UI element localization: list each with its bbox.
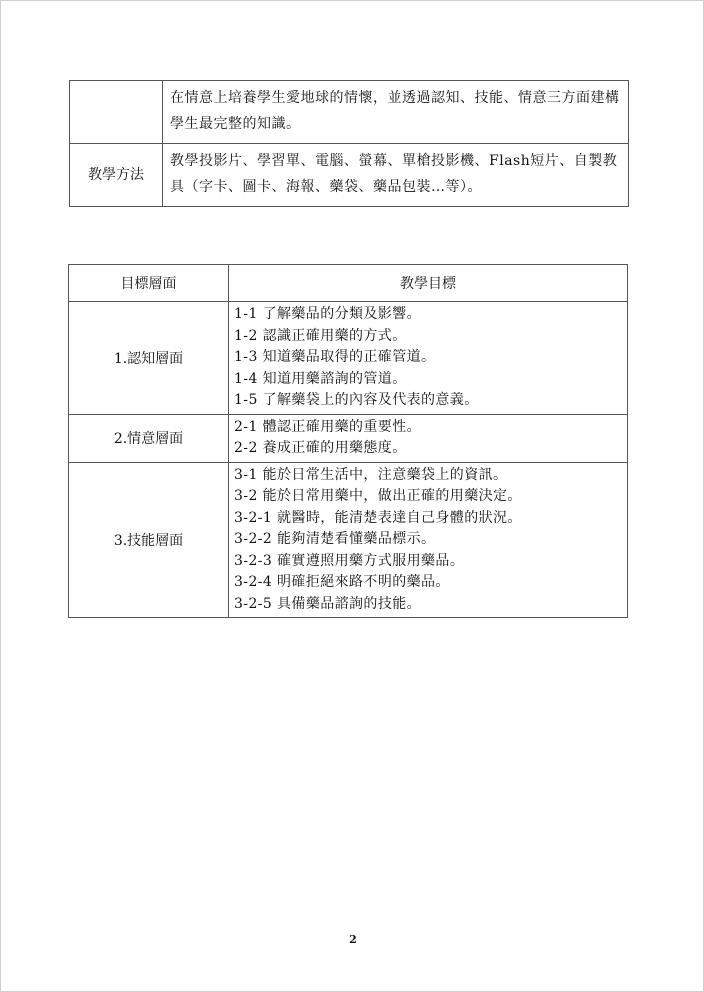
objective-item: 3-2-5 具備藥品諮詢的技能。 xyxy=(234,595,422,612)
objectives-table xyxy=(68,264,628,618)
objective-item: 1-3 知道藥品取得的正確管道。 xyxy=(234,349,436,365)
objective-item: 1-1 了解藥品的分類及影響。 xyxy=(234,306,421,322)
table-row xyxy=(69,414,628,462)
dimension-skill: 3.技能層面 xyxy=(69,462,229,618)
objective-item: 1-2 認識正確用藥的方式。 xyxy=(234,327,407,344)
header-dimension: 目標層面 xyxy=(69,265,229,302)
objective-item: 1-5 了解藥袋上的內容及代表的意義。 xyxy=(234,392,479,408)
objective-list xyxy=(229,302,628,415)
objective-item: 3-1 能於日常生活中，注意藥袋上的資訊。 xyxy=(234,466,508,483)
method-label: 教學方法 xyxy=(70,144,163,207)
page-number: 2 xyxy=(349,933,357,946)
objectives-header-row xyxy=(69,265,628,302)
table-row xyxy=(69,302,628,415)
header-goals: 教學目標 xyxy=(229,265,628,302)
objective-item: 2-2 養成正確的用藥態度。 xyxy=(234,440,407,456)
objective-item: 3-2-3 確實遵照用藥方式服用藥品。 xyxy=(234,552,465,569)
goal-row-label-cell xyxy=(70,81,163,144)
objective-item: 3-2 能於日常用藥中，做出正確的用藥決定。 xyxy=(234,488,522,504)
method-row xyxy=(70,144,629,207)
table-row xyxy=(69,462,628,618)
objective-item: 2-1 體認正確用藥的重要性。 xyxy=(234,418,421,435)
objective-list xyxy=(229,462,628,618)
objective-item: 3-2-2 能夠清楚看懂藥品標示。 xyxy=(234,531,436,547)
teaching-method-table xyxy=(69,80,629,207)
objective-item: 3-2-1 就醫時，能清楚表達自己身體的狀況。 xyxy=(234,509,522,526)
goal-row xyxy=(70,81,629,144)
objective-item: 1-4 知道用藥諮詢的管道。 xyxy=(234,370,407,387)
dimension-cognitive: 1.認知層面 xyxy=(69,302,229,415)
goal-row-text: 在情意上培養學生愛地球的情懷，並透過認知、技能、情意三方面建構學生最完整的知識。 xyxy=(163,81,629,144)
objective-list xyxy=(229,414,628,462)
dimension-affective: 2.情意層面 xyxy=(69,414,229,462)
objective-item: 3-2-4 明確拒絕來路不明的藥品。 xyxy=(234,574,450,590)
method-text: 教學投影片、學習單、電腦、螢幕、單槍投影機、Flash短片、自製教具（字卡、圖卡、海報、藥袋、藥品包裝…等）。 xyxy=(163,144,629,207)
